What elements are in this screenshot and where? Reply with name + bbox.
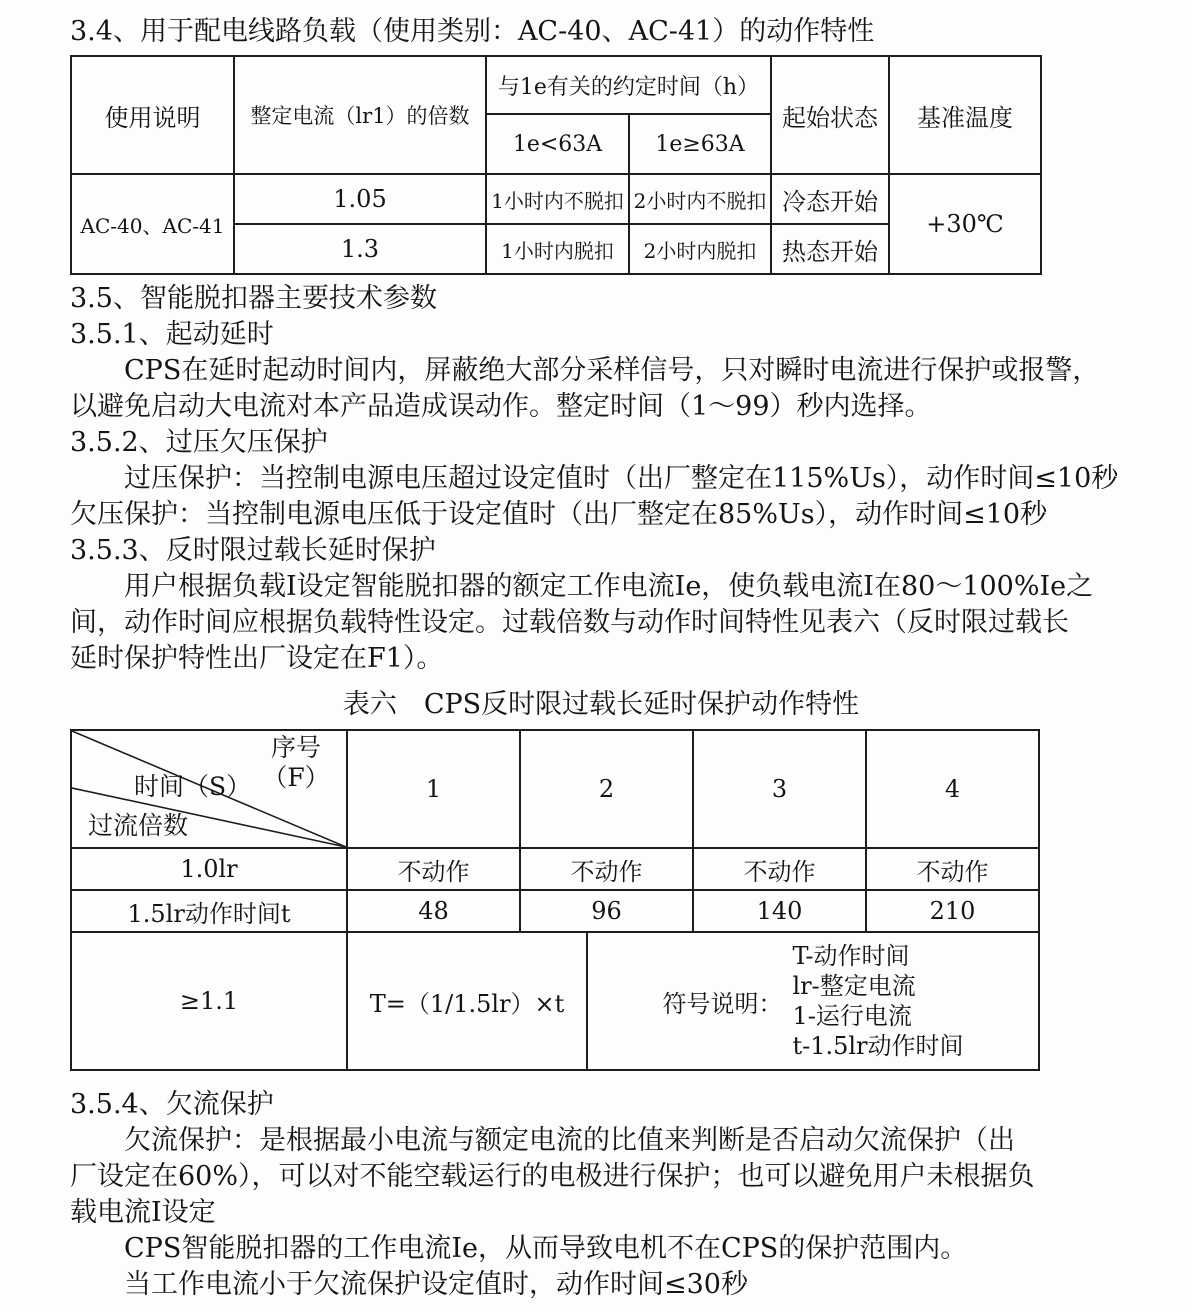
t1-header-multiple: 整定电流（lr1）的倍数: [234, 56, 486, 174]
t6-row2-val2: 96: [520, 890, 693, 932]
table-row: [71, 932, 1039, 1070]
table-row: [71, 174, 1041, 224]
t6-last-row-cell: [71, 932, 1039, 1070]
paragraph-line: 厂设定在60%），可以对不能空载运行的电极进行保护；也可以避免用户未根据负: [70, 1161, 1035, 1192]
paragraph-line: 欠流保护：是根据最小电流与额定电流的比值来判断是否启动欠流保护（出: [124, 1125, 1015, 1156]
t6-last-row: [72, 933, 1038, 1069]
t6-threshold-cell: ≥1.1: [72, 933, 348, 1069]
t1-header-time-group: 与1e有关的约定时间（h）: [486, 56, 771, 114]
t6-diagonal-header-cell: [71, 730, 347, 848]
t1-cell-ge-2: 2小时内脱扣: [629, 224, 771, 274]
t6-diag-seq-label: [248, 733, 344, 793]
t6-legend-cell: [588, 933, 1038, 1069]
table-row: [71, 56, 1041, 114]
t6-col-3: 3: [693, 730, 866, 848]
t6-row1-val3: 不动作: [693, 848, 866, 890]
t1-cell-usage: AC-40、AC-41: [71, 174, 234, 274]
t1-cell-initial-2: 热态开始: [771, 224, 889, 274]
paragraph-line: 载电流I设定: [70, 1197, 216, 1228]
t1-header-initial-state: 起始状态: [771, 56, 889, 174]
paragraph-line: CPS智能脱扣器的工作电流Ie，从而导致电机不在CPS的保护范围内。: [124, 1233, 968, 1264]
legend-line: T-动作时间: [792, 942, 910, 970]
t6-diag-time-label: 时间（S）: [134, 772, 252, 801]
legend-line: 1-运行电流: [792, 1002, 912, 1030]
table-row: [71, 848, 1039, 890]
t1-header-usage: 使用说明: [71, 56, 234, 174]
t6-col-4: 4: [866, 730, 1039, 848]
t6-col-1: 1: [347, 730, 520, 848]
t6-formula-cell: T=（1/1.5lr）×t: [348, 933, 588, 1069]
paragraph-line: 以避免启动大电流对本产品造成误动作。整定时间（1～99）秒内选择。: [70, 391, 932, 422]
t6-row2-val1: 48: [347, 890, 520, 932]
paragraph-line: CPS在延时起动时间内，屏蔽绝大部分采样信号，只对瞬时电流进行保护或报警，: [124, 355, 1100, 386]
t6-row1-val1: 不动作: [347, 848, 520, 890]
heading-3-5: 3.5、智能脱扣器主要技术参数: [70, 283, 437, 314]
t1-cell-ge-1: 2小时内不脱扣: [629, 174, 771, 224]
t6-col-2: 2: [520, 730, 693, 848]
t6-row2-label: 1.5lr动作时间t: [71, 890, 347, 932]
paragraph-line: 欠压保护：当控制电源电压低于设定值时（出厂整定在85%Us），动作时间≤10秒: [70, 499, 1048, 530]
t6-row1-val4: 不动作: [866, 848, 1039, 890]
heading-3-5-4: 3.5.4、欠流保护: [70, 1089, 274, 1120]
table-row: [71, 730, 1039, 848]
t1-header-time-lt63: 1e<63A: [486, 114, 629, 174]
t1-cell-multiple-2: 1.3: [234, 224, 486, 274]
table-row: [71, 890, 1039, 932]
paragraph-line: 过压保护：当控制电源电压超过设定值时（出厂整定在115%Us），动作时间≤10秒: [124, 463, 1119, 494]
t1-cell-multiple-1: 1.05: [234, 174, 486, 224]
t1-header-ref-temp: 基准温度: [889, 56, 1041, 174]
t1-cell-initial-1: 冷态开始: [771, 174, 889, 224]
heading-3-4: 3.4、用于配电线路负载（使用类别：AC-40、AC-41）的动作特性: [70, 16, 875, 47]
heading-3-5-2: 3.5.2、过压欠压保护: [70, 427, 328, 458]
t6-diag-seq-bottom: （F）: [262, 763, 330, 792]
t6-diag-seq-top: 序号: [270, 733, 321, 762]
t1-header-time-ge63: 1e≥63A: [629, 114, 771, 174]
t6-row2-val4: 210: [866, 890, 1039, 932]
t6-legend-label: 符号说明：: [662, 989, 783, 1018]
t1-cell-temp: +30℃: [889, 174, 1041, 274]
table-inverse-time-protection: [70, 729, 1040, 1071]
paragraph-line: 当工作电流小于欠流保护设定值时，动作时间≤30秒: [124, 1269, 748, 1300]
t6-legend-lines: [792, 941, 963, 1061]
t6-row2-val3: 140: [693, 890, 866, 932]
legend-line: t-1.5lr动作时间: [792, 1032, 964, 1060]
t6-row1-val2: 不动作: [520, 848, 693, 890]
table-ac40-characteristics: [70, 55, 1042, 275]
heading-3-5-3: 3.5.3、反时限过载长延时保护: [70, 535, 436, 566]
t1-cell-lt-1: 1小时内不脱扣: [486, 174, 629, 224]
t6-row1-label: 1.0lr: [71, 848, 347, 890]
heading-3-5-1: 3.5.1、起动延时: [70, 319, 274, 350]
paragraph-line: 延时保护特性出厂设定在F1）。: [70, 643, 444, 674]
paragraph-line: 间，动作时间应根据负载特性设定。过载倍数与动作时间特性见表六（反时限过载长: [70, 607, 1069, 638]
legend-line: lr-整定电流: [792, 972, 916, 1000]
paragraph-line: 用户根据负载I设定智能脱扣器的额定工作电流Ie，使负载电流I在80～100%Ie之: [124, 571, 1094, 602]
table6-title: 表六 CPS反时限过载长延时保护动作特性: [342, 689, 860, 720]
t1-cell-lt-2: 1小时内脱扣: [486, 224, 629, 274]
t6-diag-overcurrent-label: 过流倍数: [88, 811, 189, 840]
